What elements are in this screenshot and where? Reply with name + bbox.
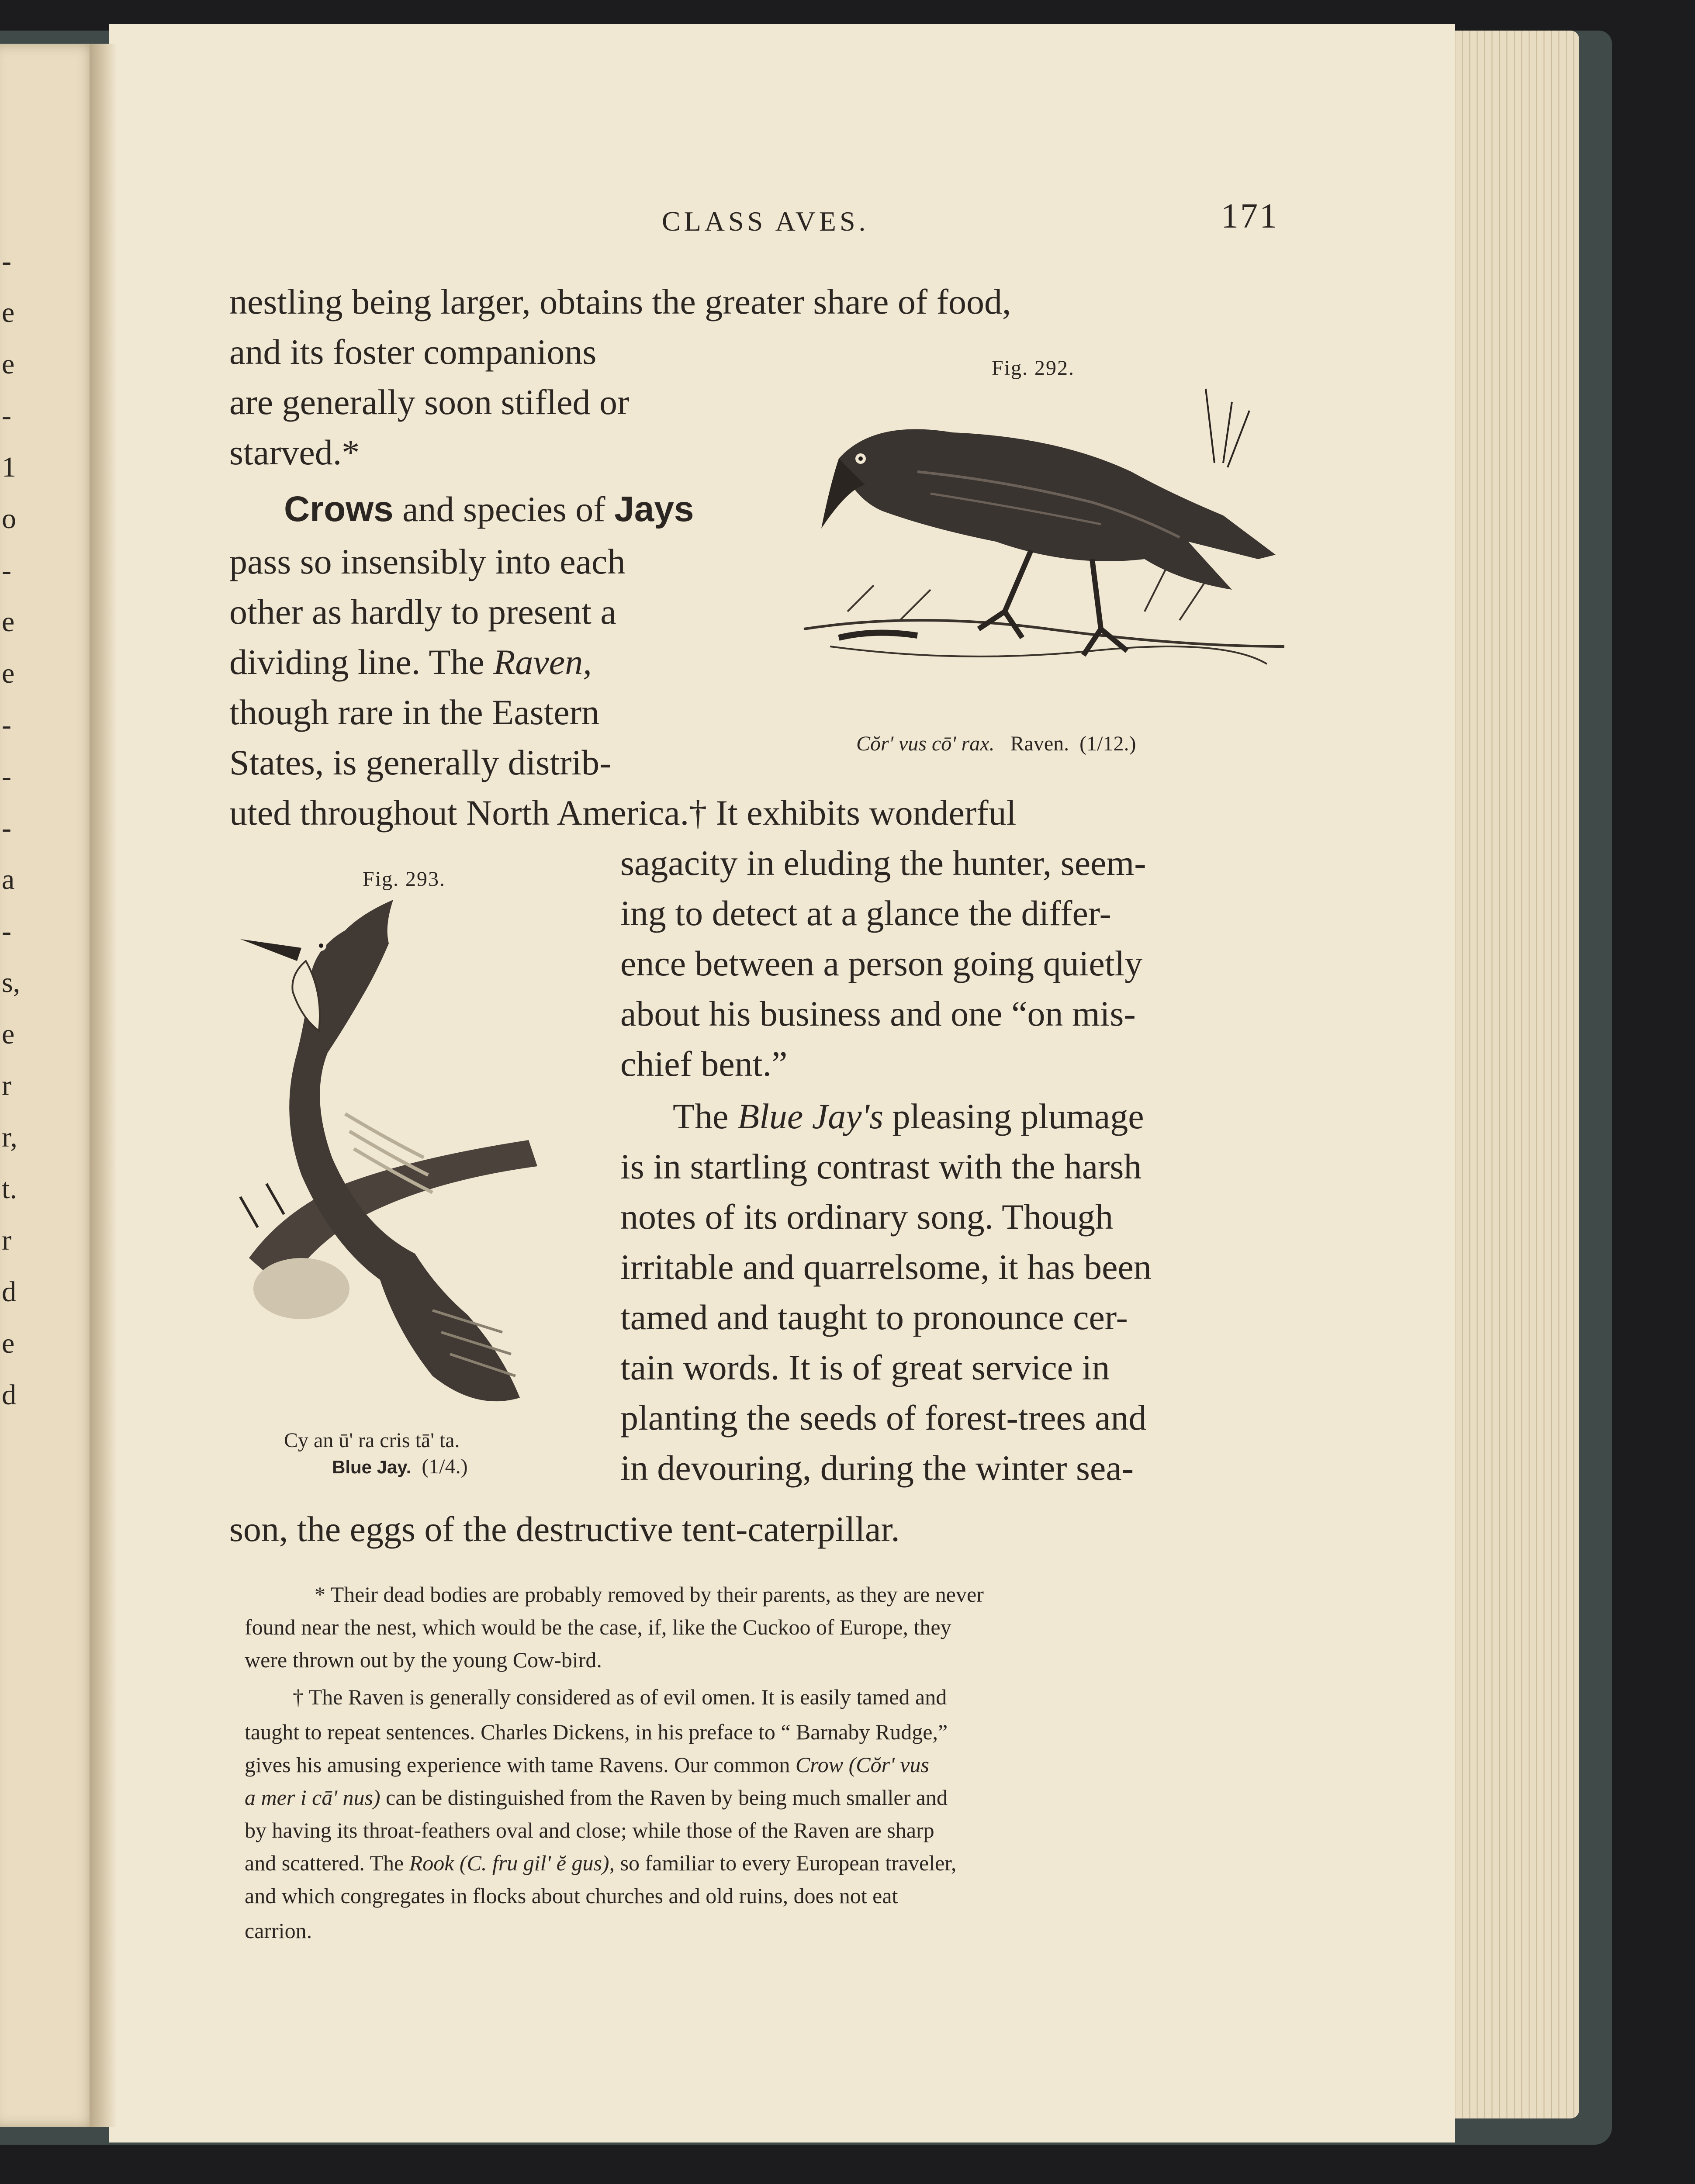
body-line: in devouring, during the winter sea-	[620, 1448, 1134, 1488]
left-page-edge-char: a	[2, 864, 15, 895]
footnote-line	[245, 1787, 948, 1808]
left-page-edge-char: -	[2, 245, 11, 277]
body-line: other as hardly to present a	[229, 592, 616, 632]
left-page-edge-char: e	[2, 1018, 15, 1050]
scientific-name: Cŏr' vus cō' rax.	[856, 732, 995, 755]
body-line: irritable and quarrelsome, it has been	[620, 1247, 1152, 1287]
left-page-edge-char: e	[2, 297, 15, 328]
body-line: though rare in the Eastern	[229, 692, 600, 732]
footnote-line: by having its throat-feathers oval and close; while those of the Raven are sharp	[245, 1818, 934, 1842]
left-page-edge-char: s,	[2, 967, 21, 999]
figure-caption	[856, 732, 1136, 756]
footnote-line: * Their dead bodies are probably removed by their parents, as they are never	[315, 1582, 984, 1607]
footnote-line: taught to repeat sentences. Charles Dickens, in his preface to “ Barnaby Rudge,”	[245, 1720, 948, 1744]
footnote-line	[245, 1754, 929, 1776]
common-name: Raven.	[1010, 732, 1069, 755]
body-text-span: pleasing plumage	[883, 1096, 1144, 1136]
body-line: tain words. It is of great service in	[620, 1348, 1110, 1387]
footnote-line: were thrown out by the young Cow-bird.	[245, 1648, 602, 1672]
left-page-edge-char: -	[2, 915, 11, 947]
previous-page-edge	[0, 44, 98, 2127]
figure-label: Fig. 293.	[363, 867, 446, 891]
bold-term-jays: Jays	[614, 489, 694, 529]
body-line: ing to detect at a glance the differ-	[620, 893, 1111, 933]
italic-term-raven: Raven,	[493, 642, 592, 682]
bold-term-crows: Crows	[284, 489, 394, 529]
body-line	[229, 644, 592, 680]
footnote-italic: Rook (C. fru gil' ĕ gus),	[409, 1851, 615, 1875]
left-page-edge-char: e	[2, 348, 15, 380]
footnote-line: found near the nest, which would be the case, if, like the Cuckoo of Europe, they	[245, 1615, 951, 1639]
left-page-edge-char: r	[2, 1070, 11, 1102]
left-page-edge-char: e	[2, 606, 15, 638]
body-text-span: and species of	[393, 489, 615, 529]
footnote-text-span: gives his amusing experience with tame Ravens. Our common	[245, 1752, 796, 1777]
left-page-edge-char: d	[2, 1276, 16, 1308]
left-page-edge-char: -	[2, 400, 11, 432]
footnote-text-span: can be distinguished from the Raven by being much smaller and	[380, 1785, 948, 1810]
book-gutter	[90, 44, 116, 2127]
left-page-edge-char: t.	[2, 1173, 17, 1205]
figure-scale: (1/12.)	[1079, 732, 1136, 755]
footnote-line: carrion.	[245, 1918, 312, 1943]
left-page-edge-char: r	[2, 1224, 11, 1256]
body-line: chief bent.”	[620, 1044, 788, 1084]
footnote-italic: a mer i cā' nus)	[245, 1785, 381, 1810]
left-page-edge-char: e	[2, 1327, 15, 1359]
figure-scale: (1/4.)	[422, 1455, 468, 1478]
footnote-italic: Crow (Cŏr' vus	[795, 1752, 929, 1777]
body-line: son, the eggs of the destructive tent-caterpillar.	[229, 1509, 900, 1549]
body-line: planting the seeds of forest-trees and	[620, 1398, 1147, 1438]
left-page-edge-char: e	[2, 657, 15, 689]
body-line: notes of its ordinary song. Though	[620, 1197, 1114, 1237]
body-line: sagacity in eluding the hunter, seem-	[620, 843, 1146, 883]
body-line: starved.*	[229, 432, 360, 472]
footnote-line: † The Raven is generally considered as of evil omen. It is easily tamed and	[293, 1685, 947, 1709]
footnote-line: and which congregates in flocks about churches and old ruins, does not eat	[245, 1883, 898, 1908]
figure-caption	[332, 1455, 468, 1479]
blue-jay-illustration	[232, 895, 590, 1420]
page-number: 171	[1221, 197, 1279, 235]
left-page-edge-char: o	[2, 503, 16, 535]
body-line: States, is generally distrib-	[229, 743, 612, 782]
body-line: and its foster companions	[229, 332, 597, 372]
left-page-edge-char: r,	[2, 1121, 17, 1153]
footnote-text-span: so familiar to every European traveler,	[615, 1851, 957, 1875]
page-fore-edge	[1448, 31, 1579, 2118]
footnote-text-span: and scattered. The	[245, 1851, 409, 1875]
footnote-line	[245, 1852, 956, 1874]
figure-caption: Cy an ū' ra cris tā' ta.	[284, 1429, 460, 1452]
left-page-edge-char: -	[2, 709, 11, 741]
italic-term-blue-jay: Blue Jay's	[737, 1096, 883, 1136]
body-text-span: dividing line. The	[229, 642, 494, 682]
raven-illustration	[786, 384, 1302, 725]
running-title: CLASS AVES.	[662, 206, 869, 237]
body-line: tamed and taught to pronounce cer-	[620, 1297, 1128, 1337]
body-text-span: The	[673, 1096, 737, 1136]
left-page-edge-char: -	[2, 554, 11, 586]
body-line	[284, 491, 694, 527]
body-line: ence between a person going quietly	[620, 943, 1143, 983]
left-page-edge-char: -	[2, 812, 11, 844]
left-page-edge-char: d	[2, 1379, 16, 1411]
body-line: nestling being larger, obtains the greater share of food,	[229, 282, 1011, 321]
body-line: about his business and one “on mis-	[620, 994, 1136, 1033]
left-page-edge-char: -	[2, 760, 11, 792]
body-line	[673, 1096, 1144, 1136]
figure-label: Fig. 292.	[992, 356, 1075, 380]
common-name: Blue Jay.	[332, 1457, 412, 1477]
body-line: pass so insensibly into each	[229, 542, 626, 581]
body-line: uted throughout North America.† It exhibits wonderful	[229, 793, 1017, 833]
body-line: are generally soon stifled or	[229, 382, 630, 422]
left-page-edge-char: 1	[2, 451, 16, 483]
body-line: is in startling contrast with the harsh	[620, 1147, 1142, 1186]
